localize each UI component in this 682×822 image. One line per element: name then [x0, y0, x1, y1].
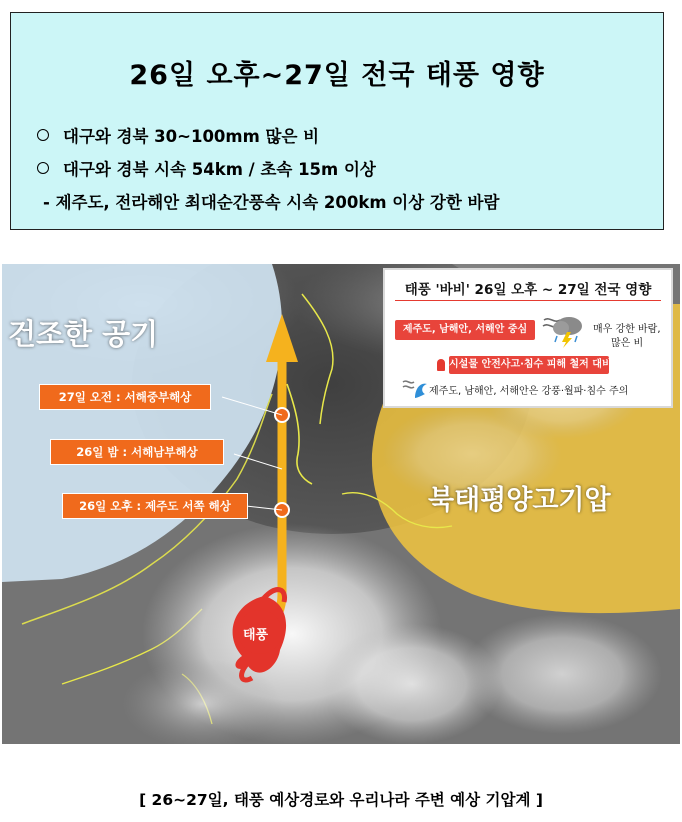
dry-air-label: 건조한 공기	[8, 317, 159, 351]
siren-icon	[437, 359, 445, 371]
sub-bullet-item: - 제주도, 전라해안 최대순간풍속 시속 200km 이상 강한 바람	[43, 193, 500, 212]
bullet-item	[37, 123, 319, 147]
area-pill: 제주도, 남해안, 서해안 중심	[395, 320, 535, 340]
info-panel-title: 태풍 '바비' 26일 오후 ~ 27일 전국 영향	[404, 282, 652, 298]
position-tag-27-morning: 27일 오전 : 서해중부해상	[39, 384, 211, 410]
circle-bullet-icon	[37, 162, 49, 174]
summary-box	[10, 12, 664, 230]
typhoon-label: 태풍	[243, 628, 269, 643]
bullet-text: 대구와 경북 시속 54km / 초속 15m 이상	[63, 160, 376, 179]
position-tag-26-afternoon: 26일 오후 : 제주도 서쪽 해상	[62, 493, 248, 519]
bullet-text: 대구와 경북 30~100mm 많은 비	[63, 127, 320, 146]
typhoon-forecast-map	[2, 264, 680, 744]
title-divider	[395, 300, 661, 301]
storm-cloud-icon	[541, 312, 585, 348]
warning-text: 제주도, 남해안, 서해안은 강풍·월파·침수 주의	[429, 386, 629, 397]
weather-text-rain: 많은 비	[611, 338, 644, 349]
forecast-info-panel	[383, 268, 673, 408]
position-tag-26-night: 26일 밤 : 서해남부해상	[50, 439, 224, 465]
bullet-item	[37, 156, 376, 180]
high-pressure-label: 북태평양고기압	[428, 485, 611, 516]
wave-icon	[401, 376, 429, 400]
safety-pill: 시설물 안전사고·침수 피해 철저 대비	[449, 356, 609, 374]
weather-text-wind: 매우 강한 바람,	[593, 324, 661, 335]
figure-caption: [ 26~27일, 태풍 예상경로와 우리나라 주변 예상 기압계 ]	[139, 791, 543, 809]
circle-bullet-icon	[37, 129, 49, 141]
summary-title: 26일 오후~27일 전국 태풍 영향	[129, 60, 545, 91]
